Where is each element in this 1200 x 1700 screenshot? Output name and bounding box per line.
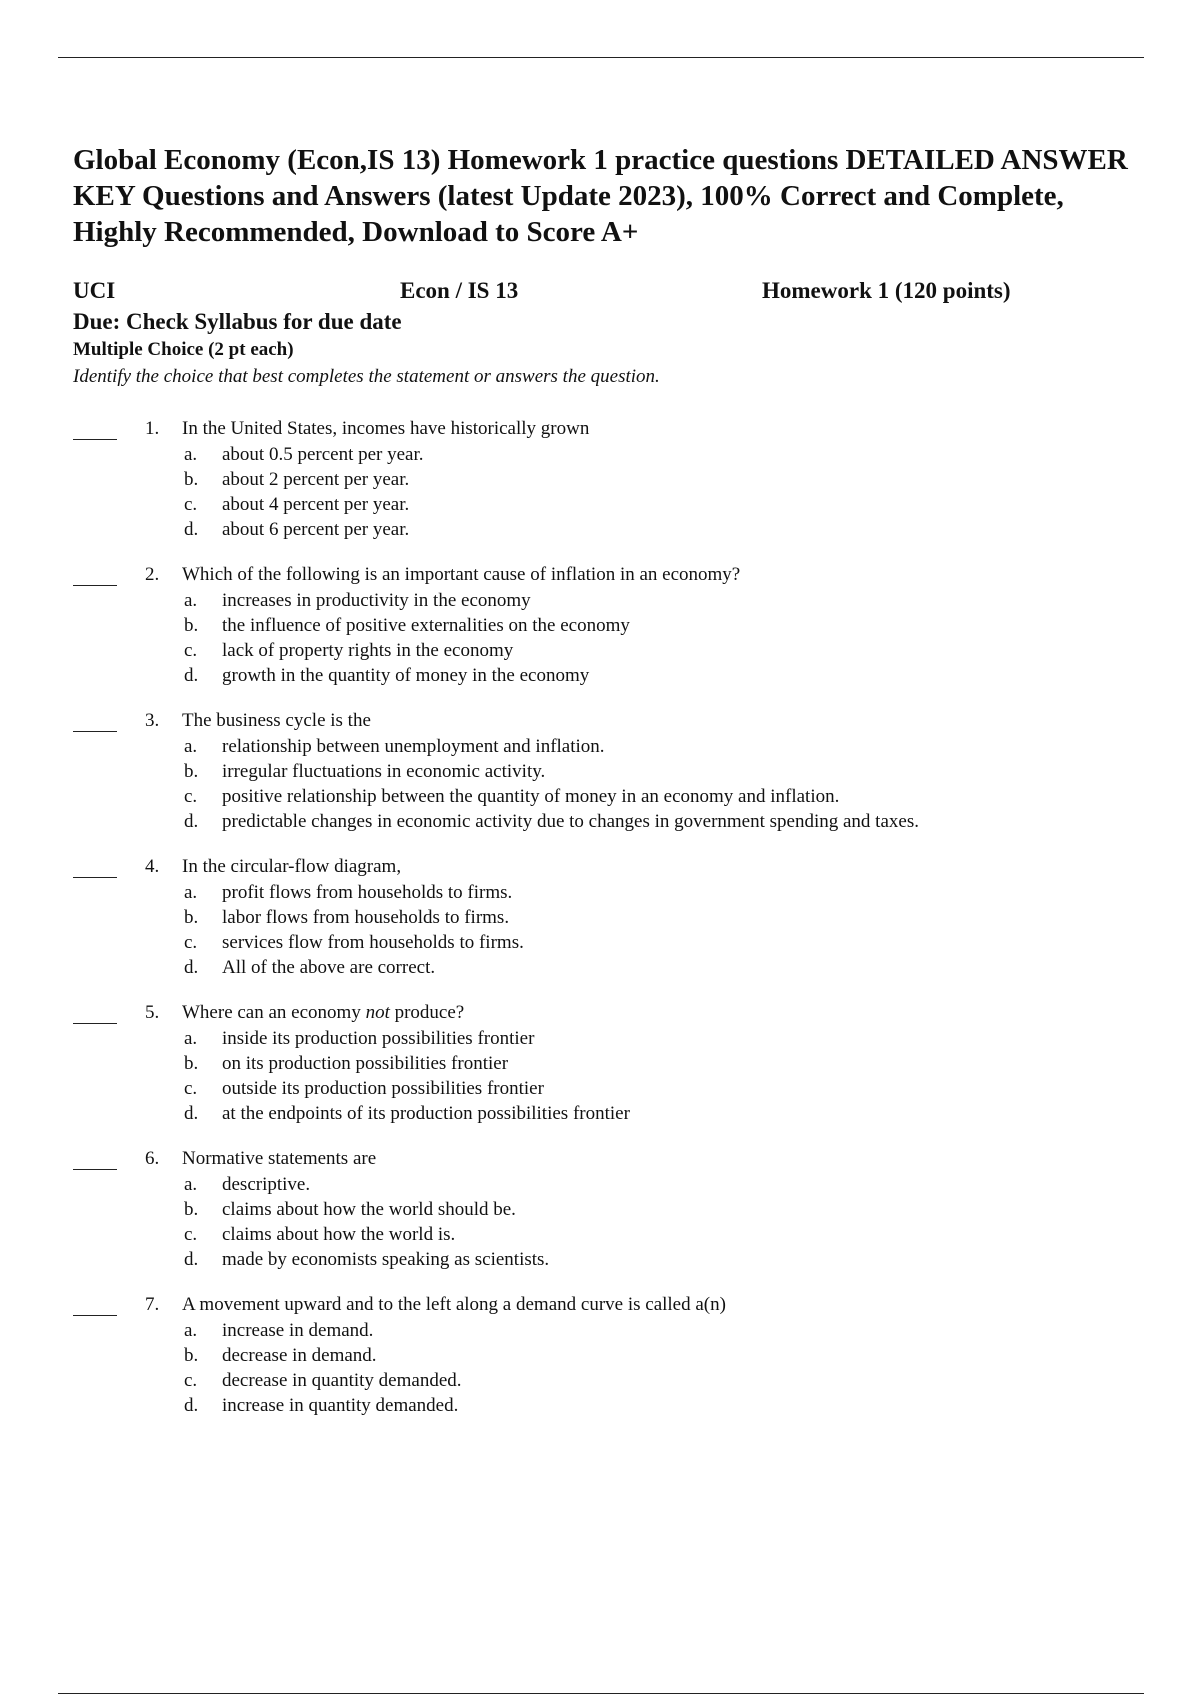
choice-letter: a. [184, 736, 198, 757]
choice-text: increases in productivity in the economy [222, 590, 531, 611]
choice-text: irregular fluctuations in economic activity. [222, 761, 546, 782]
question [73, 854, 1133, 980]
choice-letter: a. [184, 1320, 198, 1341]
choice-text: predictable changes in economic activity due to changes in government spending and taxes. [222, 811, 919, 832]
choice [73, 1222, 1133, 1247]
answer-blank[interactable] [73, 712, 117, 732]
choice-text: claims about how the world is. [222, 1224, 456, 1245]
choice-text: services flow from households to firms. [222, 932, 524, 953]
assignment-name: Homework 1 (120 points) [762, 278, 1011, 303]
choice-text: inside its production possibilities frontier [222, 1028, 535, 1049]
choice-text: about 0.5 percent per year. [222, 444, 424, 465]
choice-text: increase in quantity demanded. [222, 1395, 459, 1416]
choice-text: on its production possibilities frontier [222, 1053, 509, 1074]
choice [73, 663, 1133, 688]
choice-letter: d. [184, 1395, 199, 1416]
choice-text: labor flows from households to firms. [222, 907, 510, 928]
question [73, 1292, 1133, 1418]
choice-letter: a. [184, 1028, 198, 1049]
choice-letter: c. [184, 1370, 198, 1391]
choice-letter: b. [184, 1199, 199, 1220]
choice-letter: d. [184, 811, 199, 832]
choice-letter: d. [184, 1249, 199, 1270]
choice-text: positive relationship between the quantity of money in an economy and inflation. [222, 786, 840, 807]
choice [73, 1343, 1133, 1368]
question-number: 5. [145, 1002, 160, 1023]
question-number: 7. [145, 1294, 160, 1315]
choice [73, 905, 1133, 930]
choice-letter: a. [184, 444, 198, 465]
choice-letter: d. [184, 1103, 199, 1124]
choice [73, 492, 1133, 517]
choice-letter: c. [184, 932, 198, 953]
choice-text: relationship between unemployment and inflation. [222, 736, 605, 757]
choice [73, 638, 1133, 663]
choice [73, 588, 1133, 613]
choice-letter: b. [184, 761, 199, 782]
choice-letter: c. [184, 640, 198, 661]
answer-blank[interactable] [73, 1150, 117, 1170]
choice [73, 517, 1133, 542]
answer-blank[interactable] [73, 1004, 117, 1024]
choice-text: about 6 percent per year. [222, 519, 410, 540]
choice-letter: c. [184, 1224, 198, 1245]
choice [73, 930, 1133, 955]
due-date: Due: Check Syllabus for due date [73, 309, 402, 334]
question-number: 3. [145, 710, 160, 731]
question-number: 2. [145, 564, 160, 585]
question-text: Where can an economy not produce? [182, 1002, 465, 1023]
choice-letter: a. [184, 1174, 198, 1195]
question-number: 4. [145, 856, 160, 877]
choice-letter: b. [184, 907, 199, 928]
choice [73, 1318, 1133, 1343]
choice-text: about 4 percent per year. [222, 494, 410, 515]
header-row [73, 278, 1153, 310]
question [73, 416, 1133, 542]
choice-letter: c. [184, 786, 198, 807]
choice-text: increase in demand. [222, 1320, 374, 1341]
choice [73, 1368, 1133, 1393]
choice-letter: a. [184, 590, 198, 611]
choice-text: profit flows from households to firms. [222, 882, 513, 903]
question-text: The business cycle is the [182, 710, 371, 731]
choice [73, 1393, 1133, 1418]
choice-letter: a. [184, 882, 198, 903]
choice-letter: b. [184, 1345, 199, 1366]
choice-text: lack of property rights in the economy [222, 640, 514, 661]
choice [73, 1101, 1133, 1126]
choice-text: at the endpoints of its production possibilities frontier [222, 1103, 630, 1124]
choice-letter: d. [184, 665, 199, 686]
question-text: Which of the following is an important cause of inflation in an economy? [182, 564, 741, 585]
choice-letter: b. [184, 469, 199, 490]
choice-text: decrease in demand. [222, 1345, 377, 1366]
choice-text: growth in the quantity of money in the economy [222, 665, 590, 686]
choice [73, 880, 1133, 905]
choice [73, 955, 1133, 980]
choice-letter: c. [184, 494, 198, 515]
choice [73, 1197, 1133, 1222]
choice [73, 1026, 1133, 1051]
top-rule [58, 57, 1144, 58]
choice-text: All of the above are correct. [222, 957, 436, 978]
choice-letter: d. [184, 957, 199, 978]
question [73, 708, 1133, 834]
choice-text: claims about how the world should be. [222, 1199, 516, 1220]
question-text: In the circular-flow diagram, [182, 856, 402, 877]
choice [73, 1076, 1133, 1101]
choice [73, 467, 1133, 492]
question-text: Normative statements are [182, 1148, 377, 1169]
choice-letter: b. [184, 1053, 199, 1074]
question-number: 1. [145, 418, 160, 439]
choice-text: about 2 percent per year. [222, 469, 410, 490]
question-text: A movement upward and to the left along a demand curve is called a(n) [182, 1294, 726, 1315]
choice [73, 809, 1133, 834]
question [73, 562, 1133, 688]
choice-text: made by economists speaking as scientists. [222, 1249, 550, 1270]
choice [73, 759, 1133, 784]
choice-text: descriptive. [222, 1174, 311, 1195]
course-name: Econ / IS 13 [400, 278, 519, 303]
question-number: 6. [145, 1148, 160, 1169]
question-list [73, 416, 1133, 1438]
choice-text: the influence of positive externalities on the economy [222, 615, 630, 636]
choice [73, 734, 1133, 759]
instructions: Identify the choice that best completes the statement or answers the question. [73, 366, 660, 387]
choice [73, 784, 1133, 809]
choice [73, 1247, 1133, 1272]
question [73, 1000, 1133, 1126]
answer-blank[interactable] [73, 858, 117, 878]
choice [73, 1051, 1133, 1076]
choice-letter: d. [184, 519, 199, 540]
section-heading: Multiple Choice (2 pt each) [73, 339, 294, 360]
choice-text: outside its production possibilities frontier [222, 1078, 544, 1099]
choice-letter: c. [184, 1078, 198, 1099]
answer-blank[interactable] [73, 1296, 117, 1316]
bottom-rule [58, 1693, 1144, 1694]
school-name: UCI [73, 278, 116, 303]
choice [73, 1172, 1133, 1197]
choice [73, 442, 1133, 467]
answer-blank[interactable] [73, 420, 117, 440]
choice-text: decrease in quantity demanded. [222, 1370, 462, 1391]
answer-blank[interactable] [73, 566, 117, 586]
question-text: In the United States, incomes have historically grown [182, 418, 590, 439]
question [73, 1146, 1133, 1272]
choice [73, 613, 1133, 638]
choice-letter: b. [184, 615, 199, 636]
document-title: Global Economy (Econ,IS 13) Homework 1 practice questions DETAILED ANSWER KEY Questions and Answers (latest Update 2023), 100% Correct and Complete, Highly Recommended, Download to Score A+ [73, 144, 1128, 248]
